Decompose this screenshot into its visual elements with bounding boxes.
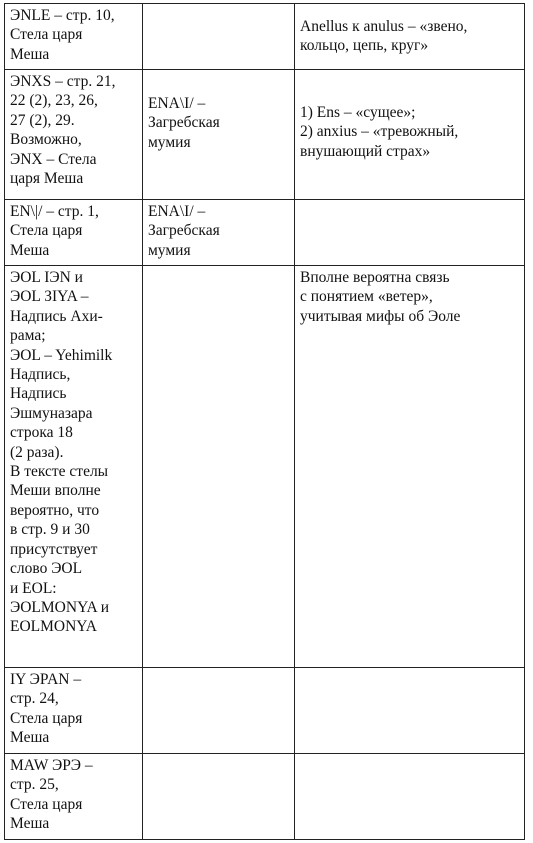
table-cell-source: [143, 266, 295, 668]
table-cell-meaning: Anellus к anulus – «звено, кольцо, цепь, круг»: [295, 4, 525, 70]
table-cell-term: EN\|/ – стр. 1, Стела царя Меша: [5, 200, 143, 266]
table-row: [5, 754, 525, 840]
table-cell-term: IY ЭPAN – стр. 24, Стела царя Меша: [5, 668, 143, 754]
table-cell-meaning: [295, 668, 525, 754]
table-cell-term: ЭNLE – стр. 10, Стела царя Меша: [5, 4, 143, 70]
table-row: [5, 200, 525, 266]
table-cell-term: MAW ЭPЭ – стр. 25, Стела царя Меша: [5, 754, 143, 840]
table-cell-meaning: Вполне вероятна связь с понятием «ветер», учитывая мифы об Эоле: [295, 266, 525, 668]
table-cell-source: [143, 4, 295, 70]
table-cell-meaning: [295, 754, 525, 840]
table-row: [5, 668, 525, 754]
glossary-table: [4, 3, 525, 840]
table-cell-source: ENA\I/ – Загребская мумия: [143, 70, 295, 200]
table-cell-term: ЭOL IЭN и ЭOL ЗIYA – Надпись Ахи- рама; ЭOL – Yehimilk Надпись, Надпись Эшмуназара строка 18 (2 раза). В тексте стелы Меши вполне вероятно, что в стр. 9 и 30 присутствует слово ЭOL и EOL: ЭOLMONYA и EOLMONYA: [5, 266, 143, 668]
table-cell-meaning: [295, 200, 525, 266]
table-cell-source: [143, 754, 295, 840]
table-cell-meaning: 1) Ens – «сущее»; 2) anxius – «тревожный, внушающий страх»: [295, 70, 525, 200]
table-row: [5, 70, 525, 200]
table-cell-source: ENA\I/ – Загребская мумия: [143, 200, 295, 266]
table-row: [5, 266, 525, 668]
table-cell-source: [143, 668, 295, 754]
table-cell-term: ЭNXS – стр. 21, 22 (2), 23, 26, 27 (2), 29. Возможно, ЭNX – Стела царя Меша: [5, 70, 143, 200]
table-row: [5, 4, 525, 70]
